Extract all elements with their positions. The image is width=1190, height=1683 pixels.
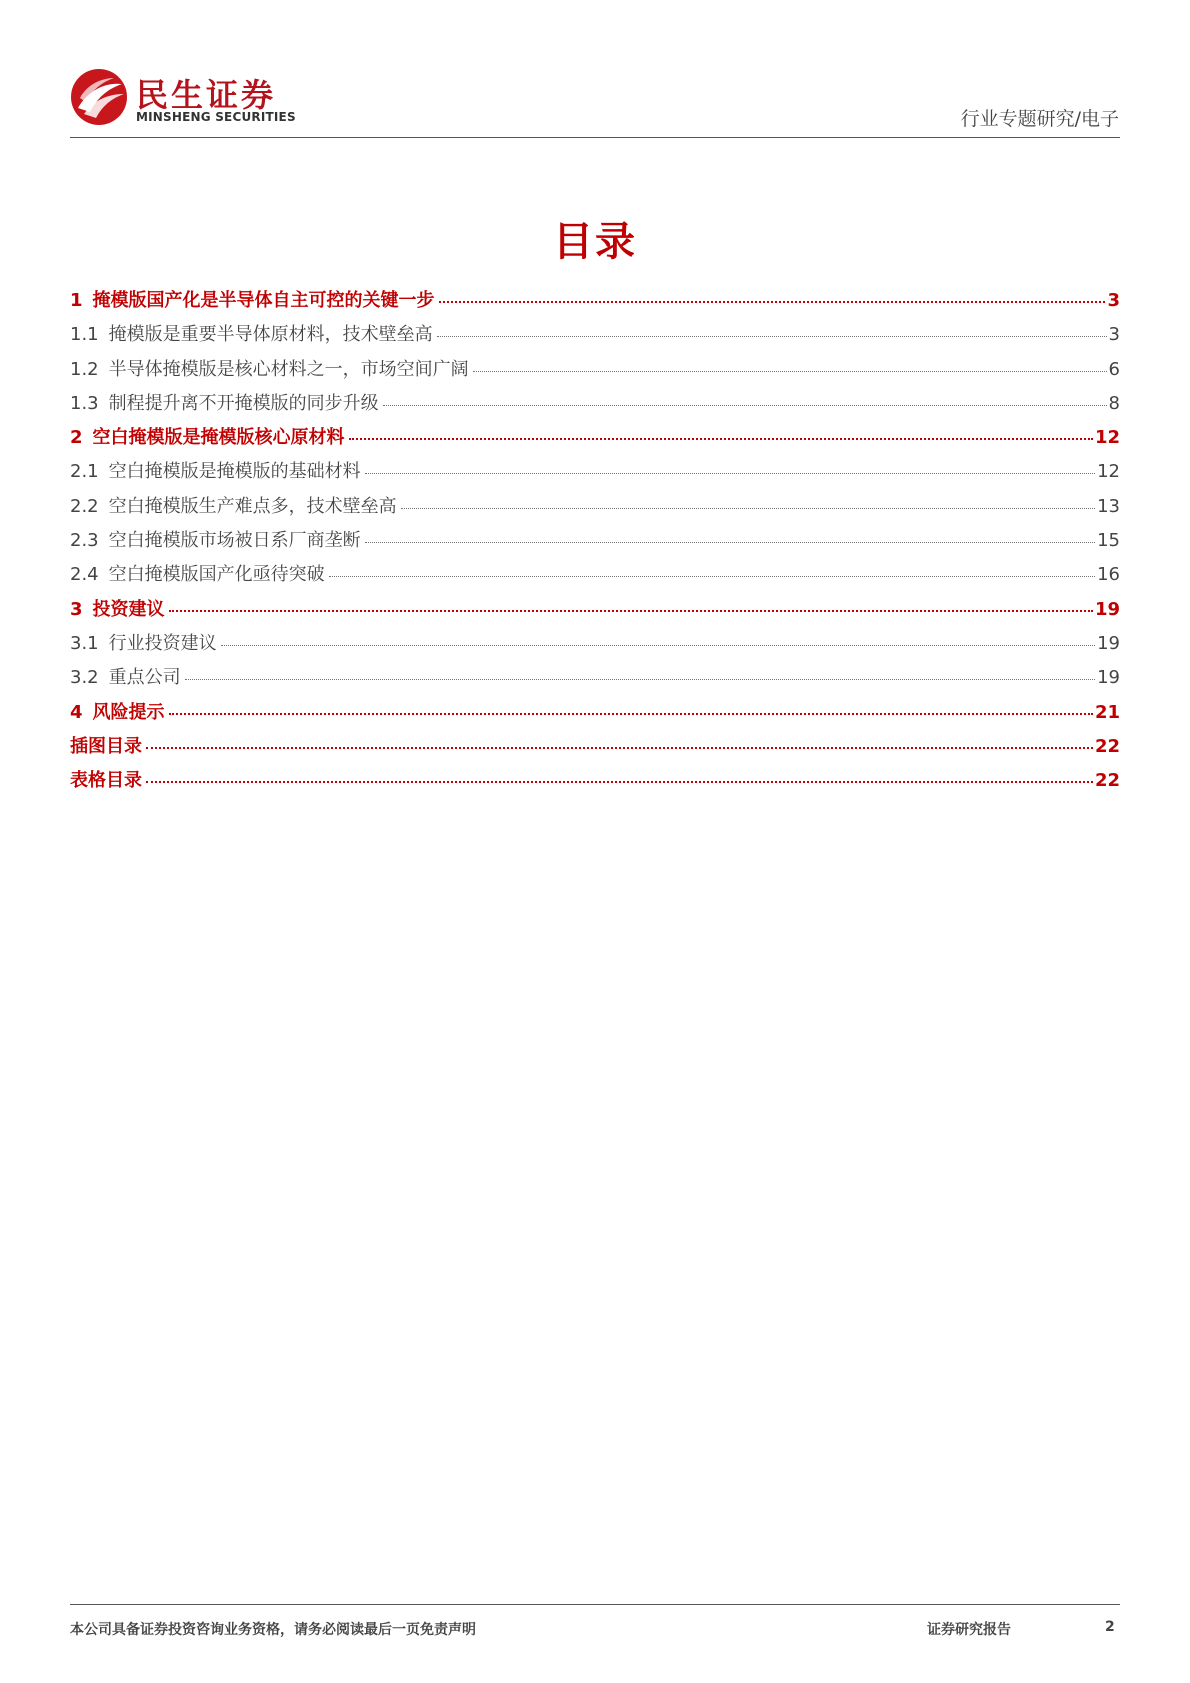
toc-entry-number: 1.1 (70, 324, 99, 346)
toc-entry[interactable] (70, 286, 1120, 320)
footer-divider (70, 1604, 1120, 1605)
footer-report-type: 证券研究报告 (927, 1622, 1011, 1638)
toc-entry-number: 3.2 (70, 667, 99, 689)
toc-entry-title: 空白掩模版是掩模版的基础材料 (108, 461, 361, 483)
toc-dot-leader (146, 747, 1093, 749)
toc-dot-leader (473, 371, 1107, 372)
toc-dot-leader (365, 542, 1095, 543)
toc-entry-title: 空白掩模版生产难点多，技术壁垒高 (108, 495, 397, 517)
toc-title: 目录 (553, 219, 637, 265)
toc-entry-title: 掩模版国产化是半导体自主可控的关键一步 (92, 290, 435, 311)
toc-entry[interactable] (70, 389, 1120, 423)
toc-dot-leader (329, 576, 1095, 577)
page-number: 2 (1105, 1619, 1115, 1635)
toc-dot-leader (185, 679, 1095, 680)
toc-entry-number: 4 (70, 701, 83, 723)
toc-dot-leader (146, 781, 1093, 783)
toc-entry-page: 8 (1108, 392, 1120, 414)
header-divider (70, 137, 1120, 138)
toc-entry-title: 掩模版是重要半导体原材料，技术壁垒高 (108, 324, 433, 346)
table-of-contents (70, 286, 1120, 800)
toc-dot-leader (349, 438, 1093, 440)
toc-entry-page: 16 (1097, 564, 1120, 586)
toc-entry-page: 22 (1094, 770, 1120, 792)
toc-entry[interactable] (70, 560, 1120, 594)
toc-dot-leader (439, 301, 1106, 303)
toc-dot-leader (365, 473, 1095, 474)
toc-entry-number: 1.2 (70, 358, 99, 380)
toc-entry-number: 1 (70, 290, 83, 311)
toc-entry-page: 22 (1094, 735, 1120, 757)
toc-entry-title: 制程提升离不开掩模版的同步升级 (108, 392, 379, 414)
toc-entry-title: 空白掩模版市场被日系厂商垄断 (108, 530, 361, 552)
document-category: 行业专题研究/电子 (960, 108, 1119, 130)
toc-entry[interactable] (70, 320, 1120, 354)
toc-entry-title: 表格目录 (70, 770, 142, 792)
toc-entry[interactable] (70, 732, 1120, 766)
toc-entry-page: 13 (1097, 495, 1120, 517)
toc-dot-leader (169, 610, 1093, 612)
toc-dot-leader (383, 405, 1107, 406)
toc-entry[interactable] (70, 355, 1120, 389)
toc-entry-page: 19 (1097, 632, 1120, 654)
toc-dot-leader (401, 508, 1095, 509)
logo-english-name: MINSHENG SECURITIES (136, 110, 296, 124)
company-logo (70, 68, 330, 128)
toc-entry-title: 插图目录 (70, 735, 142, 757)
toc-entry[interactable] (70, 492, 1120, 526)
toc-entry-title: 投资建议 (92, 598, 165, 620)
toc-entry-title: 空白掩模版国产化亟待突破 (108, 564, 325, 586)
toc-entry-title: 空白掩模版是掩模版核心原材料 (92, 427, 345, 449)
toc-entry[interactable] (70, 766, 1120, 800)
toc-entry[interactable] (70, 595, 1120, 629)
toc-entry[interactable] (70, 629, 1120, 663)
toc-dot-leader (437, 336, 1107, 337)
toc-dot-leader (169, 713, 1093, 715)
toc-entry-page: 21 (1094, 701, 1120, 723)
toc-entry-page: 15 (1097, 530, 1120, 552)
toc-entry[interactable] (70, 663, 1120, 697)
toc-entry[interactable] (70, 423, 1120, 457)
toc-entry-page: 3 (1107, 290, 1120, 311)
toc-entry-number: 2 (70, 427, 83, 449)
toc-entry-title: 重点公司 (108, 667, 181, 689)
toc-dot-leader (221, 645, 1095, 646)
toc-entry-page: 12 (1094, 427, 1120, 449)
toc-entry[interactable] (70, 698, 1120, 732)
toc-entry[interactable] (70, 457, 1120, 491)
toc-entry-title: 行业投资建议 (108, 632, 217, 654)
toc-entry[interactable] (70, 526, 1120, 560)
toc-entry-title: 风险提示 (92, 701, 165, 723)
toc-entry-number: 2.2 (70, 495, 99, 517)
toc-entry-number: 3.1 (70, 632, 99, 654)
minsheng-logo-icon (70, 68, 128, 126)
page-header (0, 0, 1190, 140)
logo-chinese-name: 民生证券 (136, 76, 277, 114)
toc-entry-page: 19 (1097, 667, 1120, 689)
toc-entry-page: 3 (1108, 324, 1120, 346)
toc-entry-page: 12 (1097, 461, 1120, 483)
toc-entry-number: 2.1 (70, 461, 99, 483)
toc-entry-title: 半导体掩模版是核心材料之一，市场空间广阔 (108, 358, 469, 380)
toc-entry-page: 19 (1094, 598, 1120, 620)
toc-entry-number: 1.3 (70, 392, 99, 414)
footer-disclaimer: 本公司具备证券投资咨询业务资格，请务必阅读最后一页免责声明 (70, 1622, 476, 1638)
toc-entry-number: 3 (70, 598, 83, 620)
toc-entry-number: 2.3 (70, 530, 99, 552)
toc-entry-number: 2.4 (70, 564, 99, 586)
toc-entry-page: 6 (1108, 358, 1120, 380)
